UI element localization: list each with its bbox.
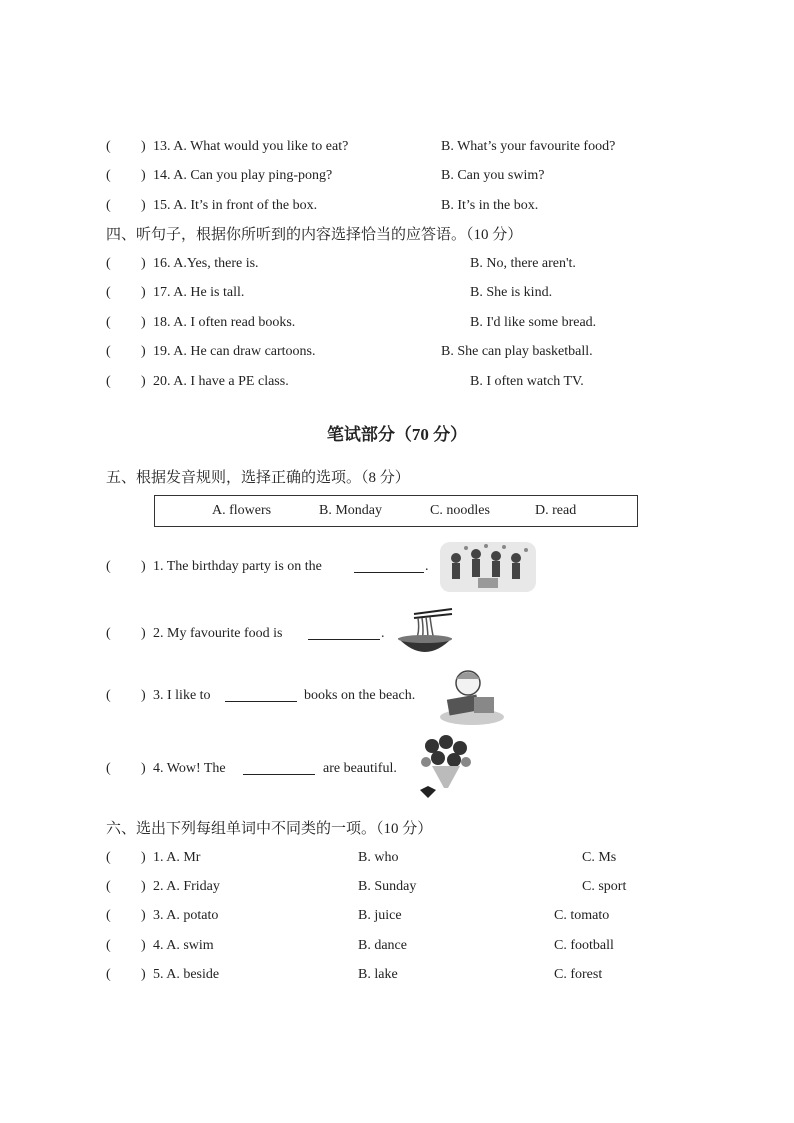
option-b: B. No, there aren't. [470, 256, 576, 271]
written-section-title: 笔试部分（70 分） [326, 425, 468, 444]
fill-item-1 [0, 556, 794, 578]
word-bank-box [154, 495, 638, 527]
answer-paren-close: ) [141, 285, 146, 300]
option-a: 15. A. It’s in front of the box. [153, 198, 318, 213]
question-row-14 [0, 165, 794, 187]
option-a: 4. A. swim [153, 938, 214, 953]
option-b: B. It’s in the box. [441, 198, 539, 213]
option-a: 16. A.Yes, there is. [153, 256, 259, 271]
sentence-start: 3. I like to [153, 688, 211, 703]
boy-reading-illustration [434, 667, 506, 727]
option-b: B. I often watch TV. [470, 374, 584, 389]
question-row-17 [0, 282, 794, 304]
sentence-end: . [381, 626, 385, 641]
sentence-end: books on the beach. [304, 688, 416, 703]
answer-paren-open[interactable]: ( [106, 761, 111, 776]
question-row-19 [0, 341, 794, 363]
answer-paren-close: ) [141, 688, 146, 703]
section-five-heading: 五、根据发音规则，选择正确的选项。（8 分） [106, 470, 410, 486]
answer-paren-close: ) [141, 374, 146, 389]
option-a: 19. A. He can draw cartoons. [153, 344, 316, 359]
answer-paren-open[interactable]: ( [106, 967, 111, 982]
odd-one-out-row-3 [0, 905, 794, 927]
option-b: B. Can you swim? [441, 168, 545, 183]
answer-paren-open[interactable]: ( [106, 688, 111, 703]
answer-blank[interactable] [225, 701, 297, 702]
answer-paren-close: ) [141, 967, 146, 982]
answer-paren-open[interactable]: ( [106, 559, 111, 574]
answer-paren-open[interactable]: ( [106, 938, 111, 953]
answer-paren-open[interactable]: ( [106, 198, 111, 213]
option-c: C. sport [582, 879, 627, 894]
answer-blank[interactable] [308, 639, 380, 640]
answer-paren-open[interactable]: ( [106, 879, 111, 894]
sentence-start: 4. Wow! The [153, 761, 226, 776]
question-row-16 [0, 253, 794, 275]
answer-paren-close: ) [141, 908, 146, 923]
option-c: C. Ms [582, 850, 617, 865]
sentence-end: . [425, 559, 429, 574]
odd-one-out-row-5 [0, 964, 794, 986]
answer-paren-open[interactable]: ( [106, 344, 111, 359]
answer-paren-open[interactable]: ( [106, 374, 111, 389]
answer-blank[interactable] [354, 572, 424, 573]
answer-paren-close: ) [141, 256, 146, 271]
option-a: 3. A. potato [153, 908, 219, 923]
option-a: 20. A. I have a PE class. [153, 374, 289, 389]
sentence-start: 2. My favourite food is [153, 626, 283, 641]
question-row-15 [0, 195, 794, 217]
answer-paren-open[interactable]: ( [106, 168, 111, 183]
birthday-party-illustration [438, 540, 538, 595]
answer-paren-close: ) [141, 344, 146, 359]
option-b: B. juice [358, 908, 402, 923]
option-b: B. Sunday [358, 879, 417, 894]
option-a: 1. A. Mr [153, 850, 201, 865]
answer-paren-open[interactable]: ( [106, 908, 111, 923]
section-six-heading: 六、选出下列每组单词中不同类的一项。（10 分） [106, 821, 433, 837]
answer-paren-open[interactable]: ( [106, 285, 111, 300]
fill-item-3 [0, 685, 794, 707]
option-c: C. tomato [554, 908, 610, 923]
option-b: B. She can play basketball. [441, 344, 593, 359]
option-b: B. lake [358, 967, 398, 982]
option-b: B. I'd like some bread. [470, 315, 597, 330]
word-option-c: C. noodles [430, 503, 490, 518]
answer-paren-open[interactable]: ( [106, 626, 111, 641]
answer-paren-close: ) [141, 168, 146, 183]
odd-one-out-row-2 [0, 876, 794, 898]
word-option-a: A. flowers [212, 503, 272, 518]
noodles-bowl-illustration [394, 606, 456, 662]
option-a: 18. A. I often read books. [153, 315, 296, 330]
option-b: B. who [358, 850, 399, 865]
answer-paren-close: ) [141, 626, 146, 641]
word-option-b: B. Monday [319, 503, 382, 518]
option-c: C. forest [554, 967, 603, 982]
answer-paren-open[interactable]: ( [106, 139, 111, 154]
answer-paren-close: ) [141, 879, 146, 894]
option-c: C. football [554, 938, 614, 953]
odd-one-out-row-1 [0, 847, 794, 869]
option-a: 17. A. He is tall. [153, 285, 245, 300]
option-a: 13. A. What would you like to eat? [153, 139, 349, 154]
option-b: B. She is kind. [470, 285, 553, 300]
answer-paren-open[interactable]: ( [106, 315, 111, 330]
sentence-start: 1. The birthday party is on the [153, 559, 322, 574]
answer-paren-close: ) [141, 198, 146, 213]
answer-paren-close: ) [141, 559, 146, 574]
answer-paren-close: ) [141, 761, 146, 776]
section-four-heading: 四、听句子，根据你所听到的内容选择恰当的应答语。（10 分） [106, 227, 523, 243]
word-option-d: D. read [535, 503, 577, 518]
question-row-13 [0, 136, 794, 158]
question-row-18 [0, 312, 794, 334]
answer-paren-close: ) [141, 315, 146, 330]
answer-paren-close: ) [141, 938, 146, 953]
option-a: 2. A. Friday [153, 879, 220, 894]
answer-paren-close: ) [141, 139, 146, 154]
option-a: 5. A. beside [153, 967, 220, 982]
answer-paren-close: ) [141, 850, 146, 865]
question-row-20 [0, 371, 794, 393]
option-a: 14. A. Can you play ping-pong? [153, 168, 333, 183]
answer-blank[interactable] [243, 774, 315, 775]
option-b: B. dance [358, 938, 407, 953]
fill-item-4 [0, 758, 794, 780]
answer-paren-open[interactable]: ( [106, 850, 111, 865]
odd-one-out-row-4 [0, 935, 794, 957]
option-b: B. What’s your favourite food? [441, 139, 616, 154]
sentence-end: are beautiful. [323, 761, 397, 776]
flowers-bouquet-illustration [414, 732, 478, 802]
answer-paren-open[interactable]: ( [106, 256, 111, 271]
